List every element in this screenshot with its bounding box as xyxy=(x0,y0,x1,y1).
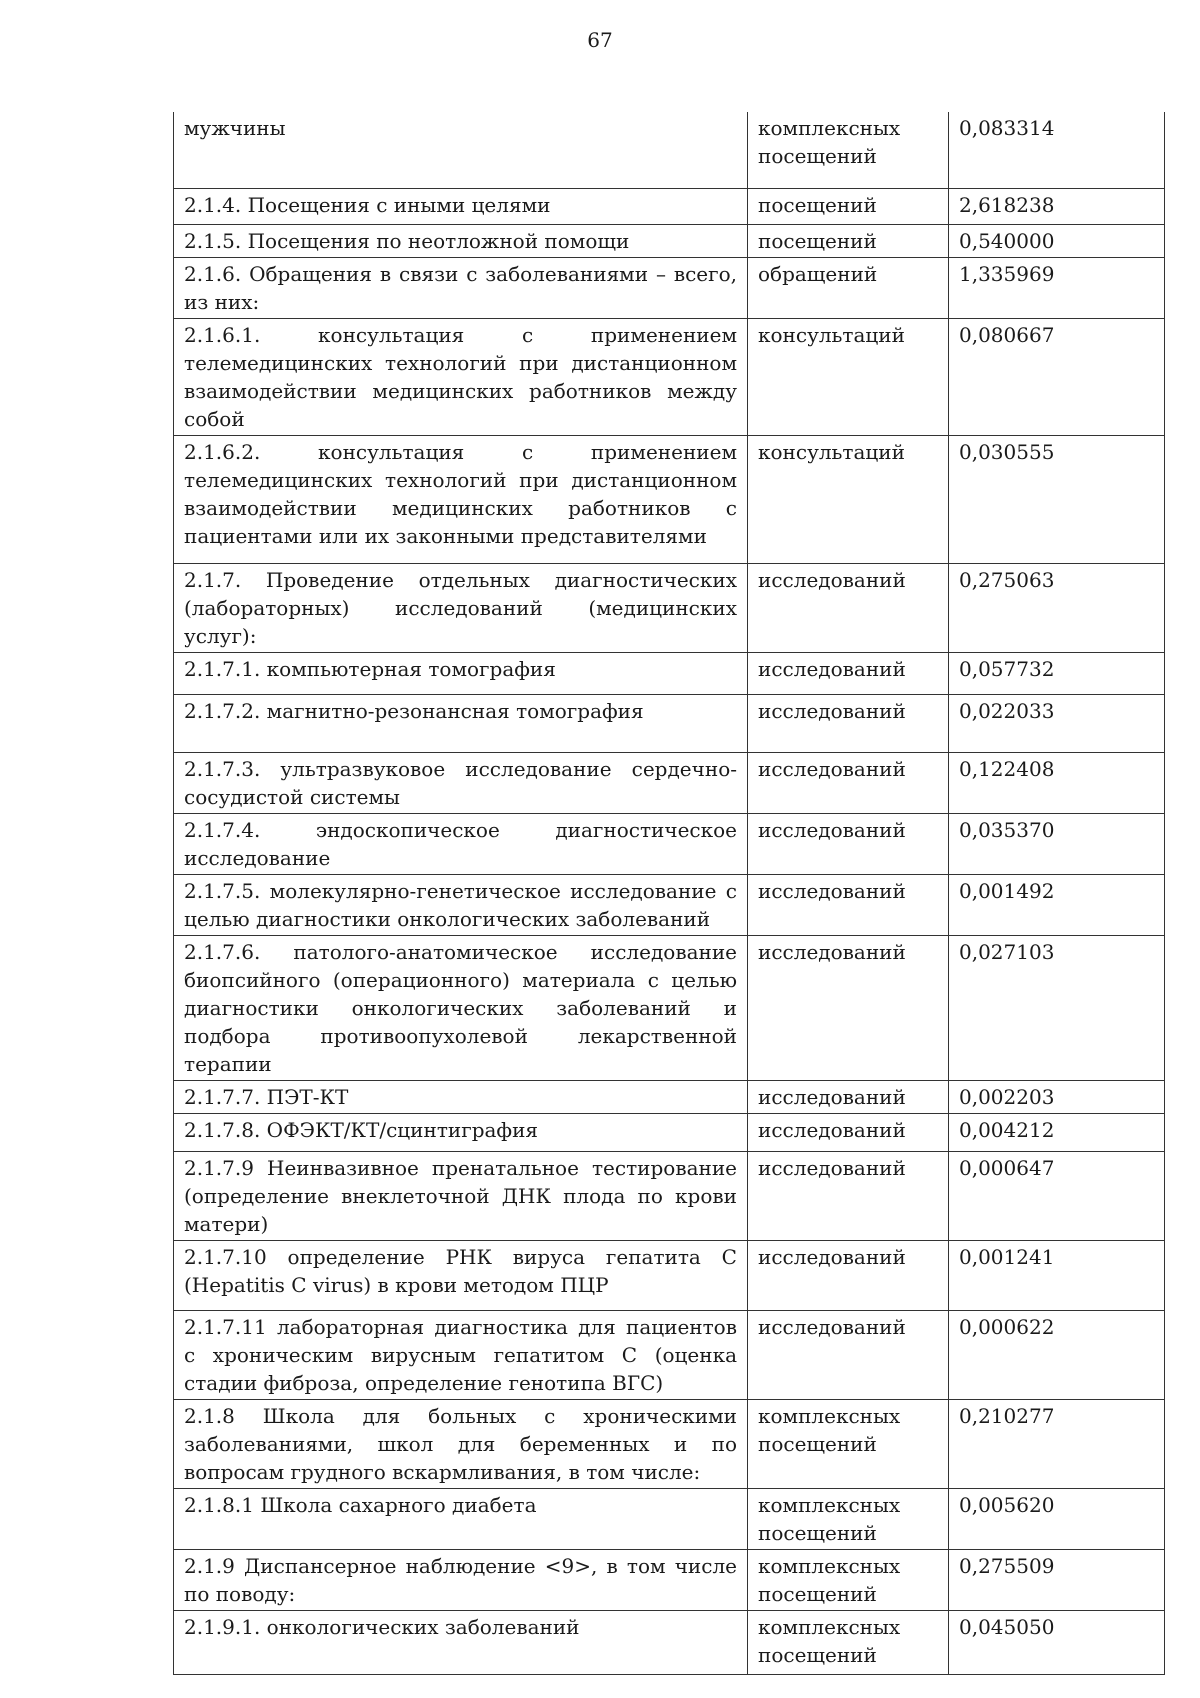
row-unit: комплексных посещений xyxy=(748,1610,949,1674)
table-row xyxy=(174,752,1165,813)
table-row xyxy=(174,652,1165,694)
table-row xyxy=(174,1549,1165,1610)
row-name: 2.1.9 Диспансерное наблюдение <9>, в том числе по поводу: xyxy=(174,1549,748,1610)
table-row xyxy=(174,694,1165,752)
row-unit: исследований xyxy=(748,694,949,752)
row-name: 2.1.7.3. ультразвуковое исследование сердечно-сосудистой системы xyxy=(174,752,748,813)
table-row xyxy=(174,1151,1165,1240)
table-row xyxy=(174,188,1165,224)
row-unit: консультаций xyxy=(748,435,949,563)
row-unit: исследований xyxy=(748,1113,949,1151)
row-value: 1,335969 xyxy=(949,257,1165,318)
row-name: 2.1.8.1 Школа сахарного диабета xyxy=(174,1488,748,1549)
row-value: 0,080667 xyxy=(949,318,1165,435)
row-value: 0,030555 xyxy=(949,435,1165,563)
row-unit: исследований xyxy=(748,1310,949,1399)
row-name: 2.1.7.10 определение РНК вируса гепатита С (Hepatitis C virus) в крови методом ПЦР xyxy=(174,1240,748,1310)
row-unit: комплексных посещений xyxy=(748,112,949,188)
row-value: 0,057732 xyxy=(949,652,1165,694)
row-name: 2.1.7.9 Неинвазивное пренатальное тестирование (определение внеклеточной ДНК плода по крови матери) xyxy=(174,1151,748,1240)
row-value: 0,000647 xyxy=(949,1151,1165,1240)
row-unit: посещений xyxy=(748,188,949,224)
table-row xyxy=(174,435,1165,563)
row-name: 2.1.7.7. ПЭТ-КТ xyxy=(174,1080,748,1113)
row-value: 0,022033 xyxy=(949,694,1165,752)
row-value: 0,004212 xyxy=(949,1113,1165,1151)
row-value: 0,005620 xyxy=(949,1488,1165,1549)
table-row xyxy=(174,1610,1165,1674)
row-name: 2.1.5. Посещения по неотложной помощи xyxy=(174,224,748,257)
row-value: 0,035370 xyxy=(949,813,1165,874)
row-value: 0,275063 xyxy=(949,563,1165,652)
row-unit: исследований xyxy=(748,1080,949,1113)
table-row xyxy=(174,563,1165,652)
row-unit: исследований xyxy=(748,874,949,935)
table-row xyxy=(174,318,1165,435)
row-unit: обращений xyxy=(748,257,949,318)
row-unit: посещений xyxy=(748,224,949,257)
table-row xyxy=(174,813,1165,874)
table-row xyxy=(174,1488,1165,1549)
row-value: 0,001241 xyxy=(949,1240,1165,1310)
row-unit: комплексных посещений xyxy=(748,1549,949,1610)
table-row xyxy=(174,1310,1165,1399)
row-name: 2.1.7.4. эндоскопическое диагностическое исследование xyxy=(174,813,748,874)
table-row xyxy=(174,1240,1165,1310)
row-name: 2.1.7.11 лабораторная диагностика для пациентов с хроническим вирусным гепатитом С (оценка стадии фиброза, определение генотипа ВГС) xyxy=(174,1310,748,1399)
table-row xyxy=(174,1399,1165,1488)
row-unit: исследований xyxy=(748,1151,949,1240)
table-row xyxy=(174,112,1165,188)
row-value: 0,210277 xyxy=(949,1399,1165,1488)
row-unit: исследований xyxy=(748,813,949,874)
table-row xyxy=(174,1113,1165,1151)
row-value: 0,027103 xyxy=(949,935,1165,1080)
row-value: 2,618238 xyxy=(949,188,1165,224)
row-name: 2.1.7.2. магнитно-резонансная томография xyxy=(174,694,748,752)
row-name: 2.1.7.6. патолого-анатомическое исследование биопсийного (операционного) материала с целью диагностики онкологических заболеваний и подбора противоопухолевой лекарственной терапии xyxy=(174,935,748,1080)
row-value: 0,275509 xyxy=(949,1549,1165,1610)
row-name: 2.1.7. Проведение отдельных диагностических (лабораторных) исследований (медицинских услуг): xyxy=(174,563,748,652)
row-unit: исследований xyxy=(748,1240,949,1310)
table-row xyxy=(174,257,1165,318)
table-row xyxy=(174,935,1165,1080)
row-unit: исследований xyxy=(748,935,949,1080)
indicators-table xyxy=(173,112,1165,1675)
row-name: 2.1.7.5. молекулярно-генетическое исследование с целью диагностики онкологических заболеваний xyxy=(174,874,748,935)
row-name: 2.1.4. Посещения с иными целями xyxy=(174,188,748,224)
row-value: 0,540000 xyxy=(949,224,1165,257)
row-name: 2.1.6.2. консультация с применением телемедицинских технологий при дистанционном взаимодействии медицинских работников с пациентами или их законными представителями xyxy=(174,435,748,563)
row-unit: исследований xyxy=(748,752,949,813)
row-unit: комплексных посещений xyxy=(748,1399,949,1488)
row-value: 0,000622 xyxy=(949,1310,1165,1399)
row-name: 2.1.7.1. компьютерная томография xyxy=(174,652,748,694)
row-name: 2.1.9.1. онкологических заболеваний xyxy=(174,1610,748,1674)
row-unit: консультаций xyxy=(748,318,949,435)
row-unit: комплексных посещений xyxy=(748,1488,949,1549)
row-name: 2.1.8 Школа для больных с хроническими заболеваниями, школ для беременных и по вопросам грудного вскармливания, в том числе: xyxy=(174,1399,748,1488)
row-value: 0,001492 xyxy=(949,874,1165,935)
row-name: 2.1.6.1. консультация с применением телемедицинских технологий при дистанционном взаимодействии медицинских работников между собой xyxy=(174,318,748,435)
row-value: 0,122408 xyxy=(949,752,1165,813)
row-value: 0,083314 xyxy=(949,112,1165,188)
page-number: 67 xyxy=(587,28,613,52)
table-row xyxy=(174,1080,1165,1113)
row-unit: исследований xyxy=(748,563,949,652)
row-name: 2.1.6. Обращения в связи с заболеваниями – всего, из них: xyxy=(174,257,748,318)
table-row xyxy=(174,224,1165,257)
row-value: 0,002203 xyxy=(949,1080,1165,1113)
row-name: 2.1.7.8. ОФЭКТ/КТ/сцинтиграфия xyxy=(174,1113,748,1151)
row-value: 0,045050 xyxy=(949,1610,1165,1674)
row-name: мужчины xyxy=(174,112,748,188)
table-row xyxy=(174,874,1165,935)
row-unit: исследований xyxy=(748,652,949,694)
